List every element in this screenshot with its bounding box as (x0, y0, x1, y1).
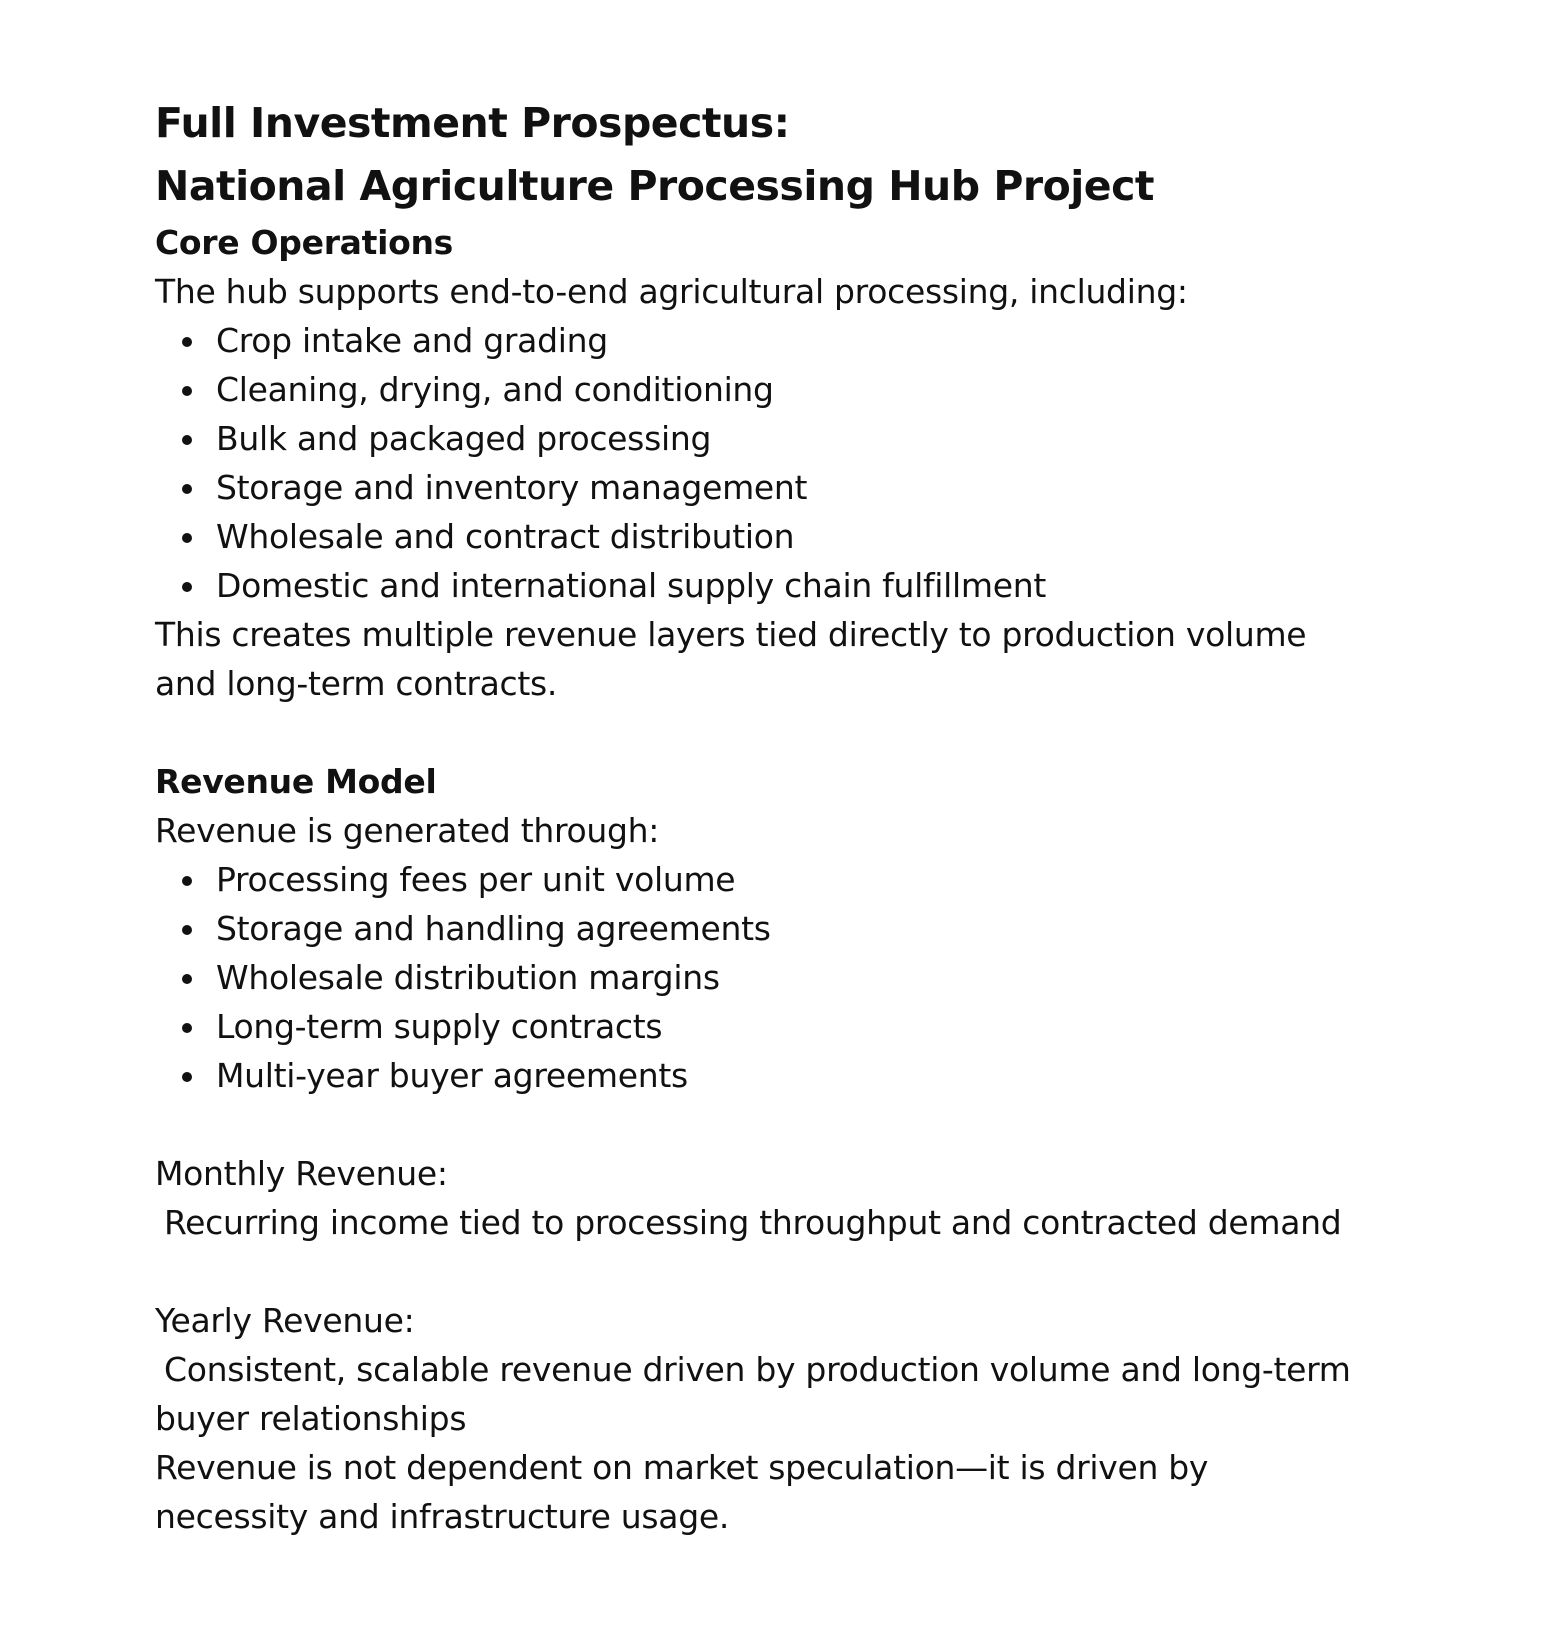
section-spacer (155, 1100, 1455, 1149)
title-line-2: National Agriculture Processing Hub Project (155, 162, 1155, 210)
list-item: Processing fees per unit volume (155, 855, 1455, 904)
section-spacer (155, 1247, 1455, 1296)
core-operations-intro: The hub supports end-to-end agricultural processing, including: (155, 272, 1188, 311)
revenue-model-intro: Revenue is generated through: (155, 811, 660, 850)
list-item: Bulk and packaged processing (155, 414, 1455, 463)
core-operations-summary: This creates multiple revenue layers tied directly to production volume and long-term contracts. (155, 615, 1307, 703)
document-title (155, 92, 1455, 218)
revenue-model-heading: Revenue Model (155, 762, 437, 801)
list-item: Long-term supply contracts (155, 1002, 1455, 1051)
list-item: Storage and handling agreements (155, 904, 1455, 953)
list-item: Wholesale and contract distribution (155, 512, 1455, 561)
list-item: Wholesale distribution margins (155, 953, 1455, 1002)
yearly-revenue-section (155, 1296, 1455, 1541)
list-item: Multi-year buyer agreements (155, 1051, 1455, 1100)
revenue-model-section (155, 757, 1455, 1100)
document-body (155, 92, 1455, 1541)
monthly-revenue-label: Monthly Revenue: (155, 1154, 448, 1193)
list-item: Crop intake and grading (155, 316, 1455, 365)
monthly-revenue-text: Recurring income tied to processing throughput and contracted demand (164, 1203, 1342, 1242)
list-item: Cleaning, drying, and conditioning (155, 365, 1455, 414)
core-operations-list (155, 316, 1455, 610)
core-operations-section (155, 218, 1455, 708)
monthly-revenue-section (155, 1149, 1455, 1247)
revenue-model-list (155, 855, 1455, 1100)
list-item: Domestic and international supply chain fulfillment (155, 561, 1455, 610)
list-item: Storage and inventory management (155, 463, 1455, 512)
yearly-revenue-text: Consistent, scalable revenue driven by production volume and long-term buyer relationships (155, 1350, 1351, 1438)
section-spacer (155, 708, 1455, 757)
core-operations-heading: Core Operations (155, 223, 454, 262)
yearly-revenue-label: Yearly Revenue: (155, 1301, 415, 1340)
yearly-revenue-note: Revenue is not dependent on market speculation—it is driven by necessity and infrastructure usage. (155, 1448, 1209, 1536)
title-line-1: Full Investment Prospectus: (155, 99, 790, 147)
